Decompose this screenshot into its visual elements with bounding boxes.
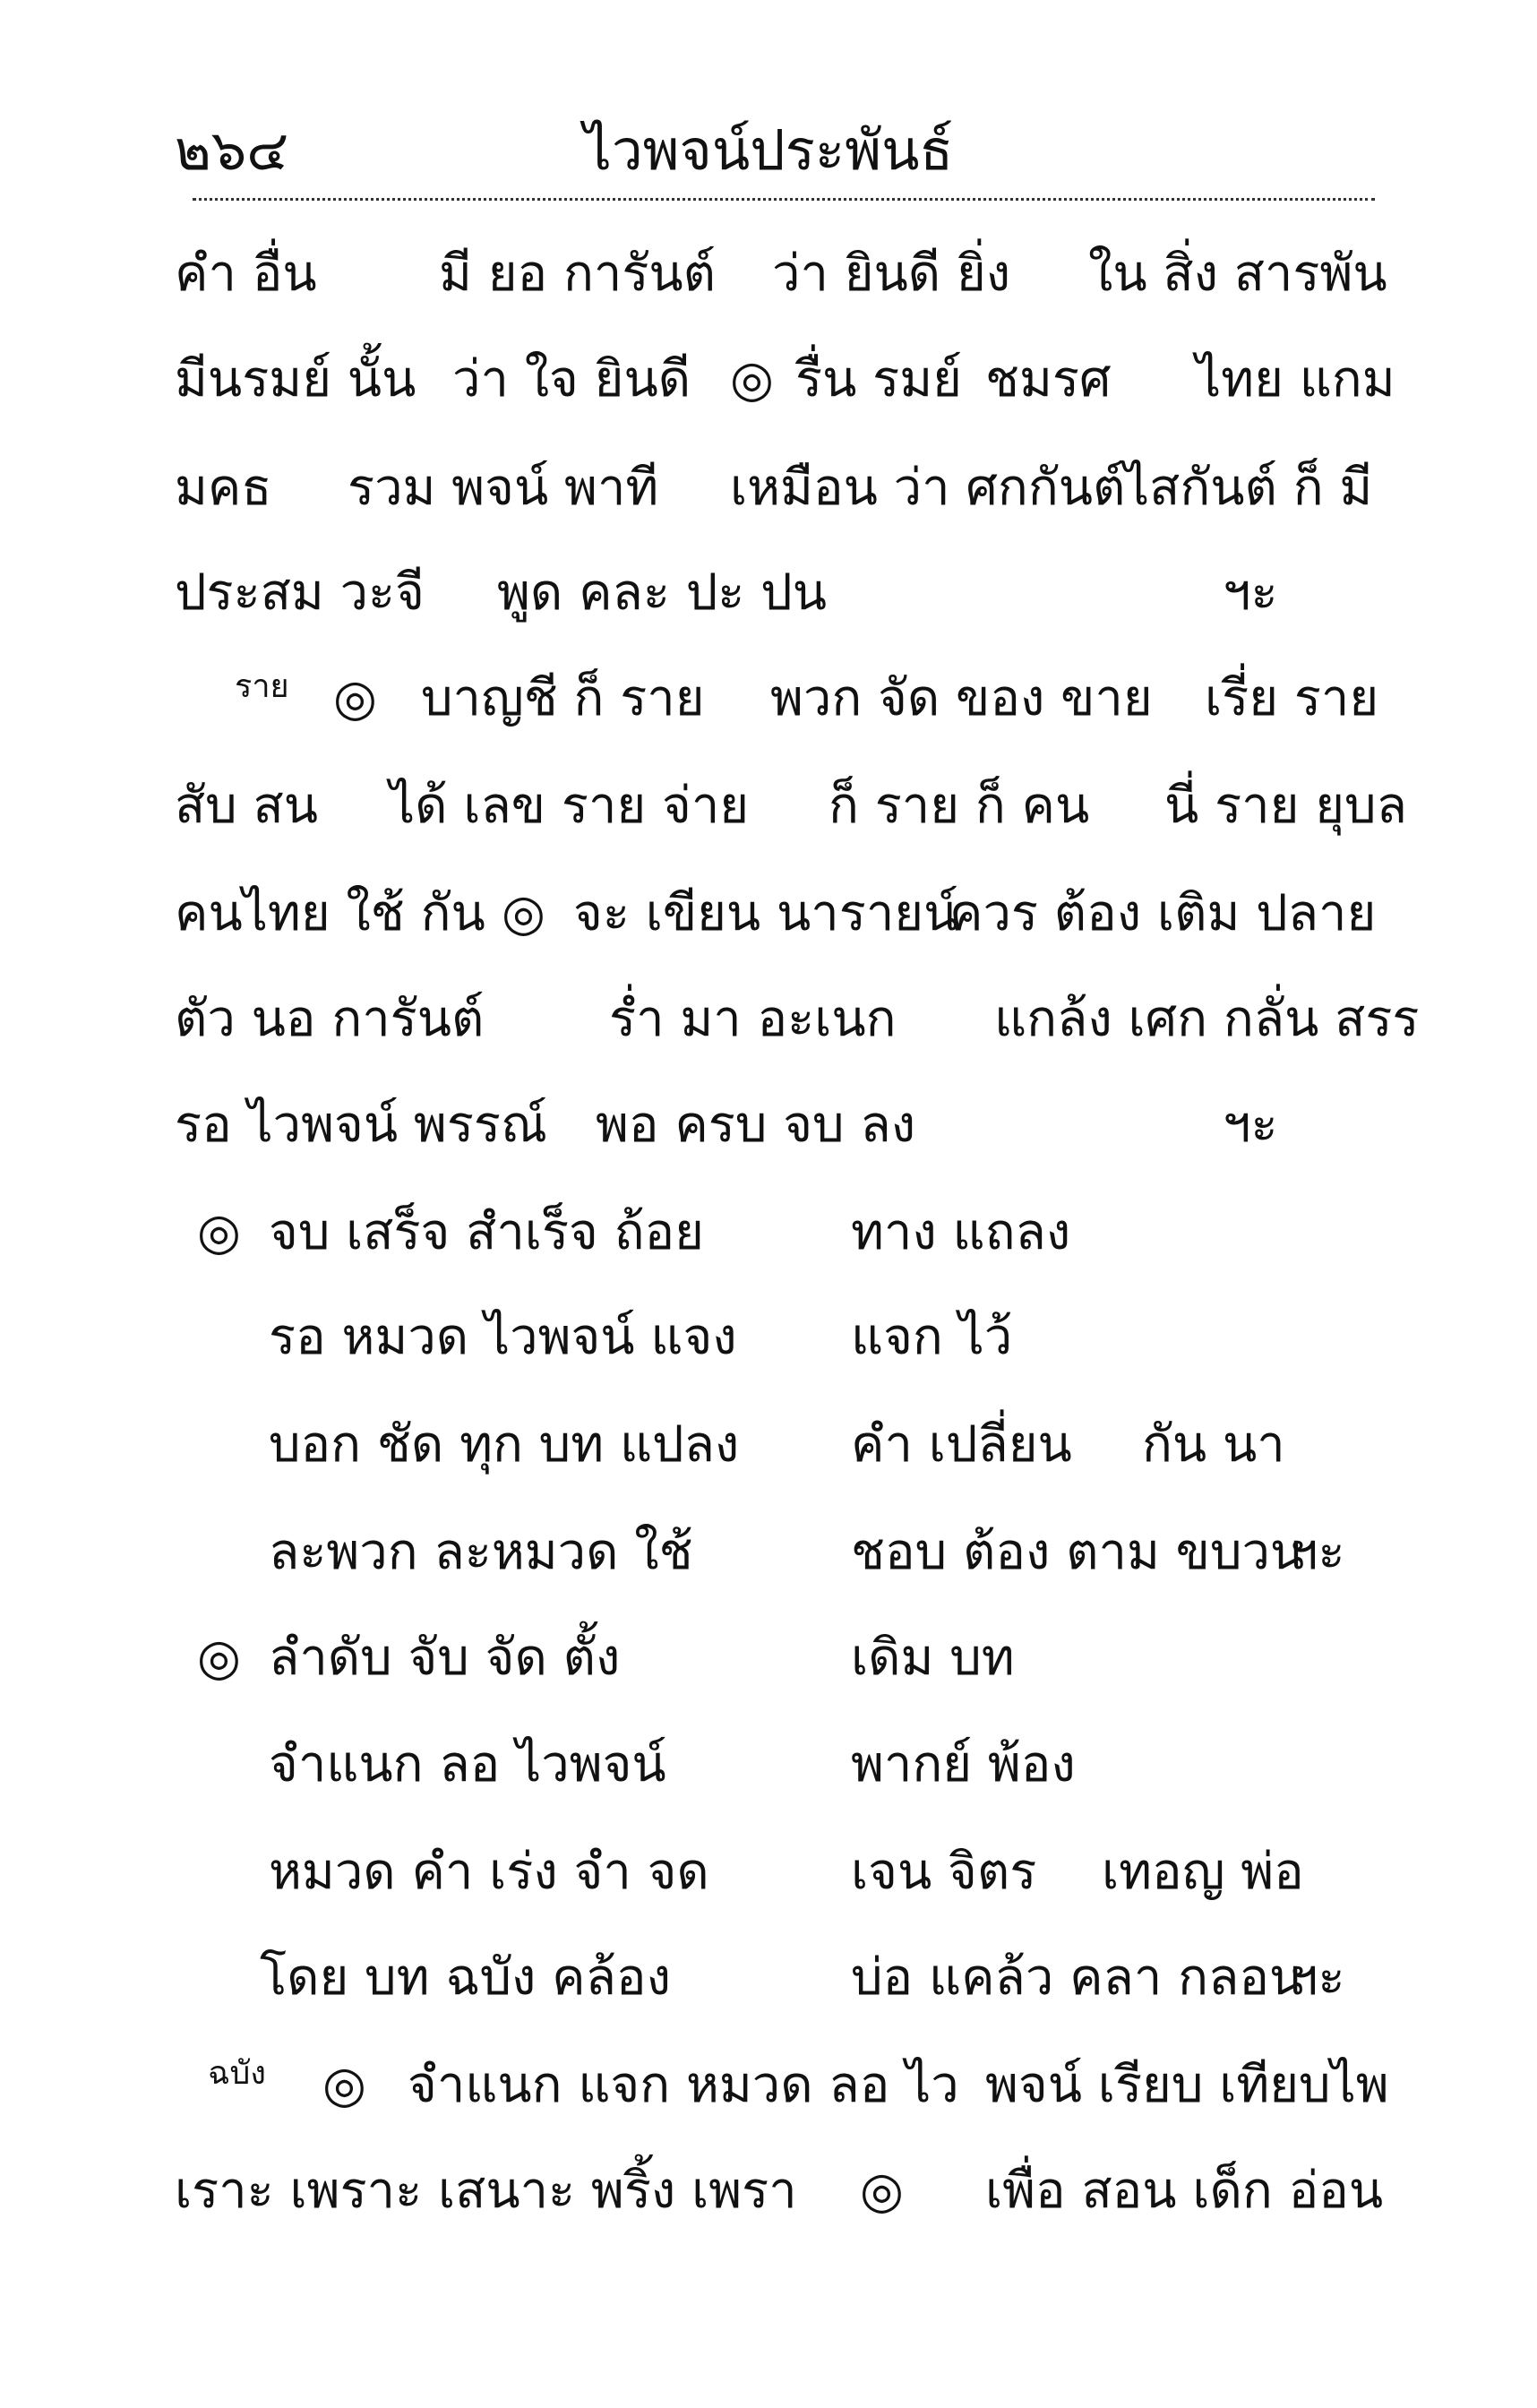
end-mark: ฯะ: [1223, 563, 1278, 622]
text-segment: พอ ครบ จบ ลง: [596, 1096, 916, 1154]
text-segment: สับ สน: [175, 777, 318, 835]
text-segment: รวม พจน์ พาที: [348, 459, 659, 517]
verse-segment: กัน นา: [1142, 1415, 1285, 1474]
text-segment: พวก จัด ของ ขาย: [770, 669, 1153, 727]
verse-segment: บอก ชัด ทุก บท แปลง: [269, 1415, 740, 1474]
text-segment: เหมือน ว่า ศกกันต์: [730, 459, 1126, 517]
text-segment: รอ ไวพจน์ พรรณ์: [175, 1096, 547, 1154]
text-segment: พูด คละ ปะ ปน: [497, 563, 827, 622]
verse-segment: รอ หมวด ไวพจน์ แจง: [269, 1308, 737, 1366]
text-segment: ไทย แกม: [1196, 350, 1395, 408]
margin-label: ฉบัง: [208, 2055, 266, 2092]
text-segment: บาญชี ก็ ราย: [421, 669, 705, 727]
end-mark: ฯะ: [1223, 1096, 1278, 1154]
verse-segment: ละพวก ละหมวด ใช้: [269, 1523, 693, 1581]
text-segment: มี ยอ การันต์: [439, 245, 717, 303]
verse-segment: ลำดับ จับ จัด ตั้ง: [269, 1629, 621, 1687]
text-segment: คำ อื่น: [175, 245, 317, 303]
text-segment: นี่ ราย ยุบล: [1164, 777, 1407, 835]
text-segment: ใน สิ่ง สารพัน: [1088, 245, 1387, 303]
text-segment: ประสม วะจี: [175, 563, 425, 622]
text-segment: พจน์ เรียบ เทียบไพ: [985, 2056, 1389, 2114]
verse-segment: จำแนก ลอ ไวพจน์: [269, 1735, 666, 1793]
text-segment: มคธ: [175, 459, 272, 517]
text-segment: ร่ำ มา อะเนก: [609, 990, 897, 1048]
verse-segment: ชอบ ต้อง ตาม ขบวน: [851, 1523, 1305, 1581]
section-mark: ◎: [322, 2056, 366, 2114]
verse-segment: ทาง แถลง: [851, 1203, 1071, 1261]
verse-segment: โดย บท ฉบัง คล้อง: [260, 1948, 671, 2007]
text-segment: ว่า ยินดี ยิ่ง: [772, 245, 1011, 303]
end-mark: ฯะ: [1290, 1523, 1345, 1581]
section-mark: ◎: [730, 350, 774, 408]
section-mark: ◎: [333, 669, 377, 727]
verse-segment: พากย์ พ้อง: [851, 1735, 1076, 1793]
section-mark: ◎: [860, 2162, 904, 2220]
verse-segment: บ่อ แคล้ว คลา กลอน: [851, 1948, 1304, 2007]
text-segment: คนไทย ใช้ กัน: [175, 884, 485, 942]
verse-segment: แจก ไว้: [851, 1308, 1013, 1366]
verse-segment: เดิม บท: [851, 1629, 1015, 1687]
verse-segment: จบ เสร็จ สำเร็จ ถ้อย: [269, 1203, 704, 1261]
verse-segment: เทอญ พ่อ: [1102, 1843, 1304, 1901]
text-segment: จำแนก แจก หมวด ลอ ไว: [408, 2056, 959, 2114]
text-segment: มีนรมย์ นั้น: [175, 350, 416, 408]
margin-label: ราย: [235, 668, 289, 705]
text-segment: ควร ต้อง เติม ปลาย: [949, 884, 1377, 942]
text-segment: เพื่อ สอน เด็ก อ่อน: [985, 2162, 1384, 2220]
verse-segment: เจน จิตร: [851, 1843, 1037, 1901]
text-segment: ชมรศ: [985, 350, 1112, 408]
text-segment: เราะ เพราะ เสนาะ พริ้ง เพรา: [175, 2162, 797, 2220]
text-segment: รื่น รมย์: [795, 350, 962, 408]
section-mark: ◎: [197, 1629, 241, 1687]
text-segment: ตัว นอ การันต์: [175, 990, 485, 1048]
verse-segment: หมวด คำ เร่ง จำ จด: [269, 1843, 709, 1901]
page-number: ๒๖๔: [175, 117, 289, 183]
text-segment: ได้ เลข ราย จ่าย: [390, 777, 750, 835]
header-rule: [193, 198, 1375, 201]
page-title: ไวพจน์ประพันธ์: [583, 117, 954, 183]
text-segment: แกล้ง เศก กลั่น สรร: [994, 990, 1420, 1048]
verse-segment: คำ เปลี่ยน: [851, 1415, 1072, 1474]
section-mark: ◎: [197, 1203, 241, 1261]
text-segment: ว่า ใจ ยินดี: [452, 350, 691, 408]
section-mark: ◎: [502, 884, 545, 942]
text-segment: ไสกันต์ ก็ มี: [1124, 459, 1373, 517]
text-segment: จะ เขียน นารายน์: [573, 884, 958, 942]
end-mark: ฯะ: [1290, 1948, 1345, 2007]
text-segment: ก็ ราย ก็ คน: [829, 777, 1090, 835]
text-segment: เรี่ย ราย: [1205, 669, 1379, 727]
